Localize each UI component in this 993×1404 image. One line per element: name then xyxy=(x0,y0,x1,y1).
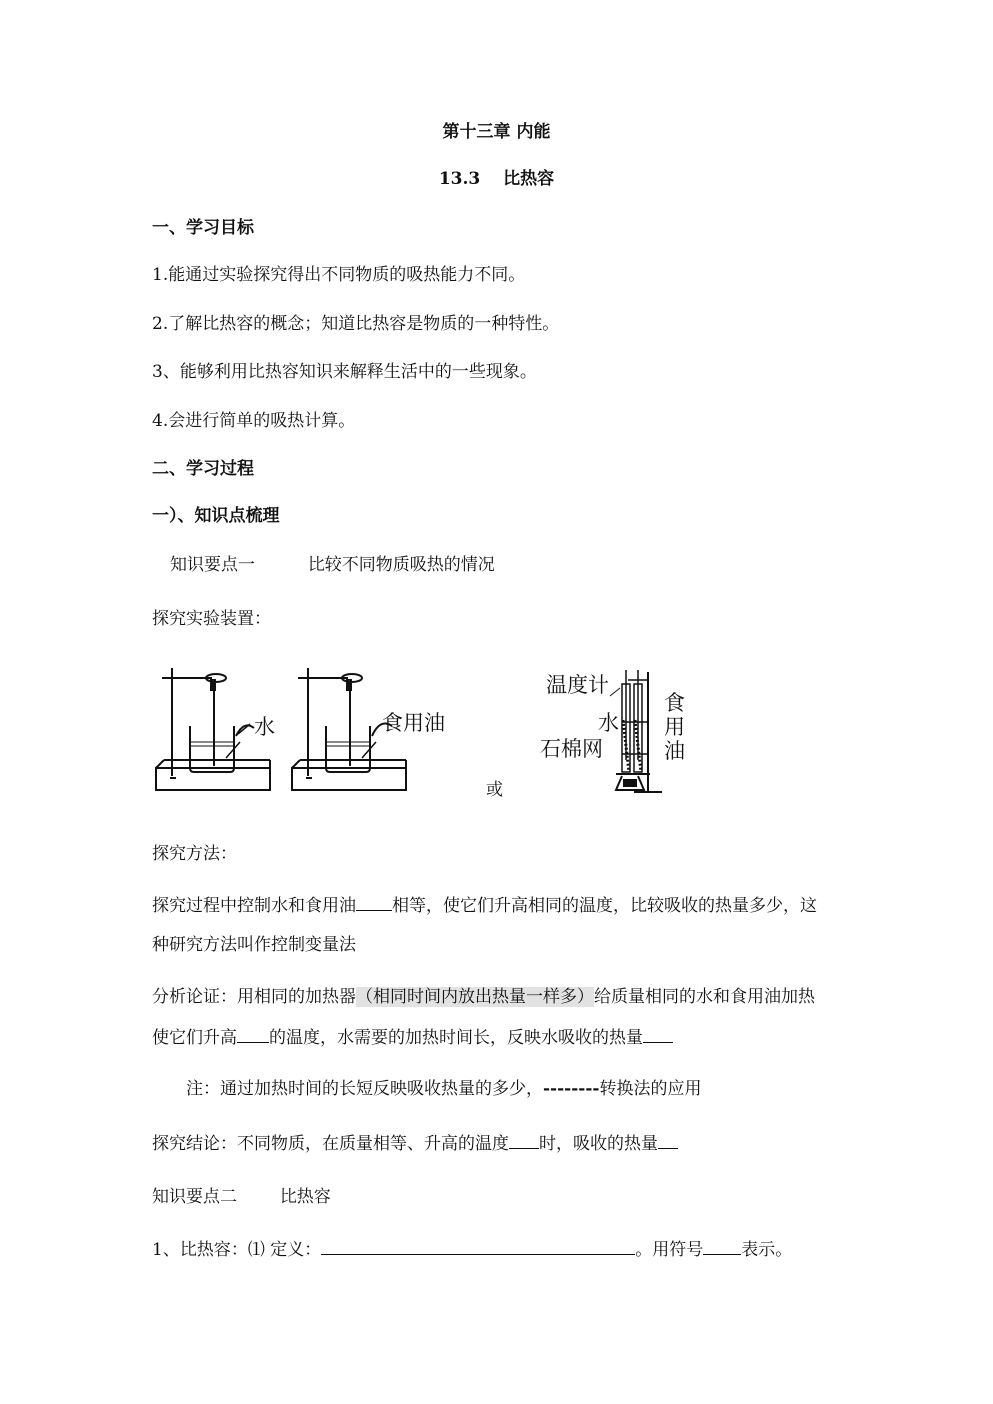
objective-1: 1.能通过实验探究得出不同物质的吸热能力不同。 xyxy=(152,265,526,285)
method-line-1: 探究过程中控制水和食用油 相等，使它们升高相同的温度，比较吸收的热量多少，这 xyxy=(152,896,817,916)
oil-char-3: 油 xyxy=(664,739,685,763)
objective-4: 4.会进行简单的吸热计算。 xyxy=(152,411,356,431)
apparatus-figure xyxy=(150,650,710,810)
blank-definition xyxy=(321,1238,635,1255)
blank-symbol xyxy=(703,1238,741,1255)
oil-label-middle: 食用油 xyxy=(382,711,445,735)
analysis-line-1: 分析论证：用相同的加热器（相同时间内放出热量一样多）给质量相同的水和食用油加热 xyxy=(152,987,815,1007)
note-line: 注：通过加热时间的长短反映吸收热量的多少，--------转换法的应用 xyxy=(186,1079,702,1099)
analysis-highlight: （相同时间内放出热量一样多） xyxy=(356,987,594,1007)
knowledge-point-1 xyxy=(170,554,495,576)
method-label: 探究方法： xyxy=(152,844,237,864)
heading-process: 二、学习过程 xyxy=(152,459,254,479)
heading-objectives: 一、学习目标 xyxy=(152,218,254,238)
blank-conclusion-1 xyxy=(509,1132,539,1149)
point1-label: 知识要点一 xyxy=(170,555,255,575)
blank-conclusion-2 xyxy=(658,1132,678,1149)
blank-heat xyxy=(643,1026,673,1043)
objective-3: 3、能够利用比热容知识来解释生活中的一些现象。 xyxy=(152,362,537,382)
section-title: 13.3 比热容 xyxy=(438,169,555,189)
method-line-2: 种研究方法叫作控制变量法 xyxy=(152,935,356,955)
blank-method xyxy=(356,894,392,911)
water-label-left: 水 xyxy=(254,715,275,739)
chapter-title: 第十三章 内能 xyxy=(442,122,551,142)
oil-char-2: 用 xyxy=(664,715,685,739)
gauze-label: 石棉网 xyxy=(540,737,603,761)
or-text: 或 xyxy=(486,780,503,800)
definition-line: 1、比热容：⑴ 定义： 。用符号 表示。 xyxy=(152,1240,793,1260)
water-label-right: 水 xyxy=(598,711,619,735)
left-stand xyxy=(156,668,270,790)
oil-char-1: 食 xyxy=(664,691,685,715)
point2-label: 知识要点二 xyxy=(152,1187,237,1207)
point2-title: 比热容 xyxy=(279,1187,331,1207)
objective-2: 2.了解比热容的概念；知道比热容是物质的一种特性。 xyxy=(152,314,560,334)
blank-temperature xyxy=(237,1026,269,1043)
knowledge-point-2 xyxy=(152,1186,331,1208)
analysis-line-2: 使它们升高 的温度，水需要的加热时间长，反映水吸收的热量 xyxy=(152,1026,673,1049)
thermometer-label: 温度计 xyxy=(546,673,609,697)
conclusion-line: 探究结论：不同物质，在质量相等、升高的温度 时，吸收的热量 xyxy=(152,1132,678,1155)
apparatus-label: 探究实验装置： xyxy=(152,609,271,629)
point1-title: 比较不同物质吸热的情况 xyxy=(307,555,495,575)
subheading-knowledge: 一）、知识点梳理 xyxy=(152,506,280,526)
